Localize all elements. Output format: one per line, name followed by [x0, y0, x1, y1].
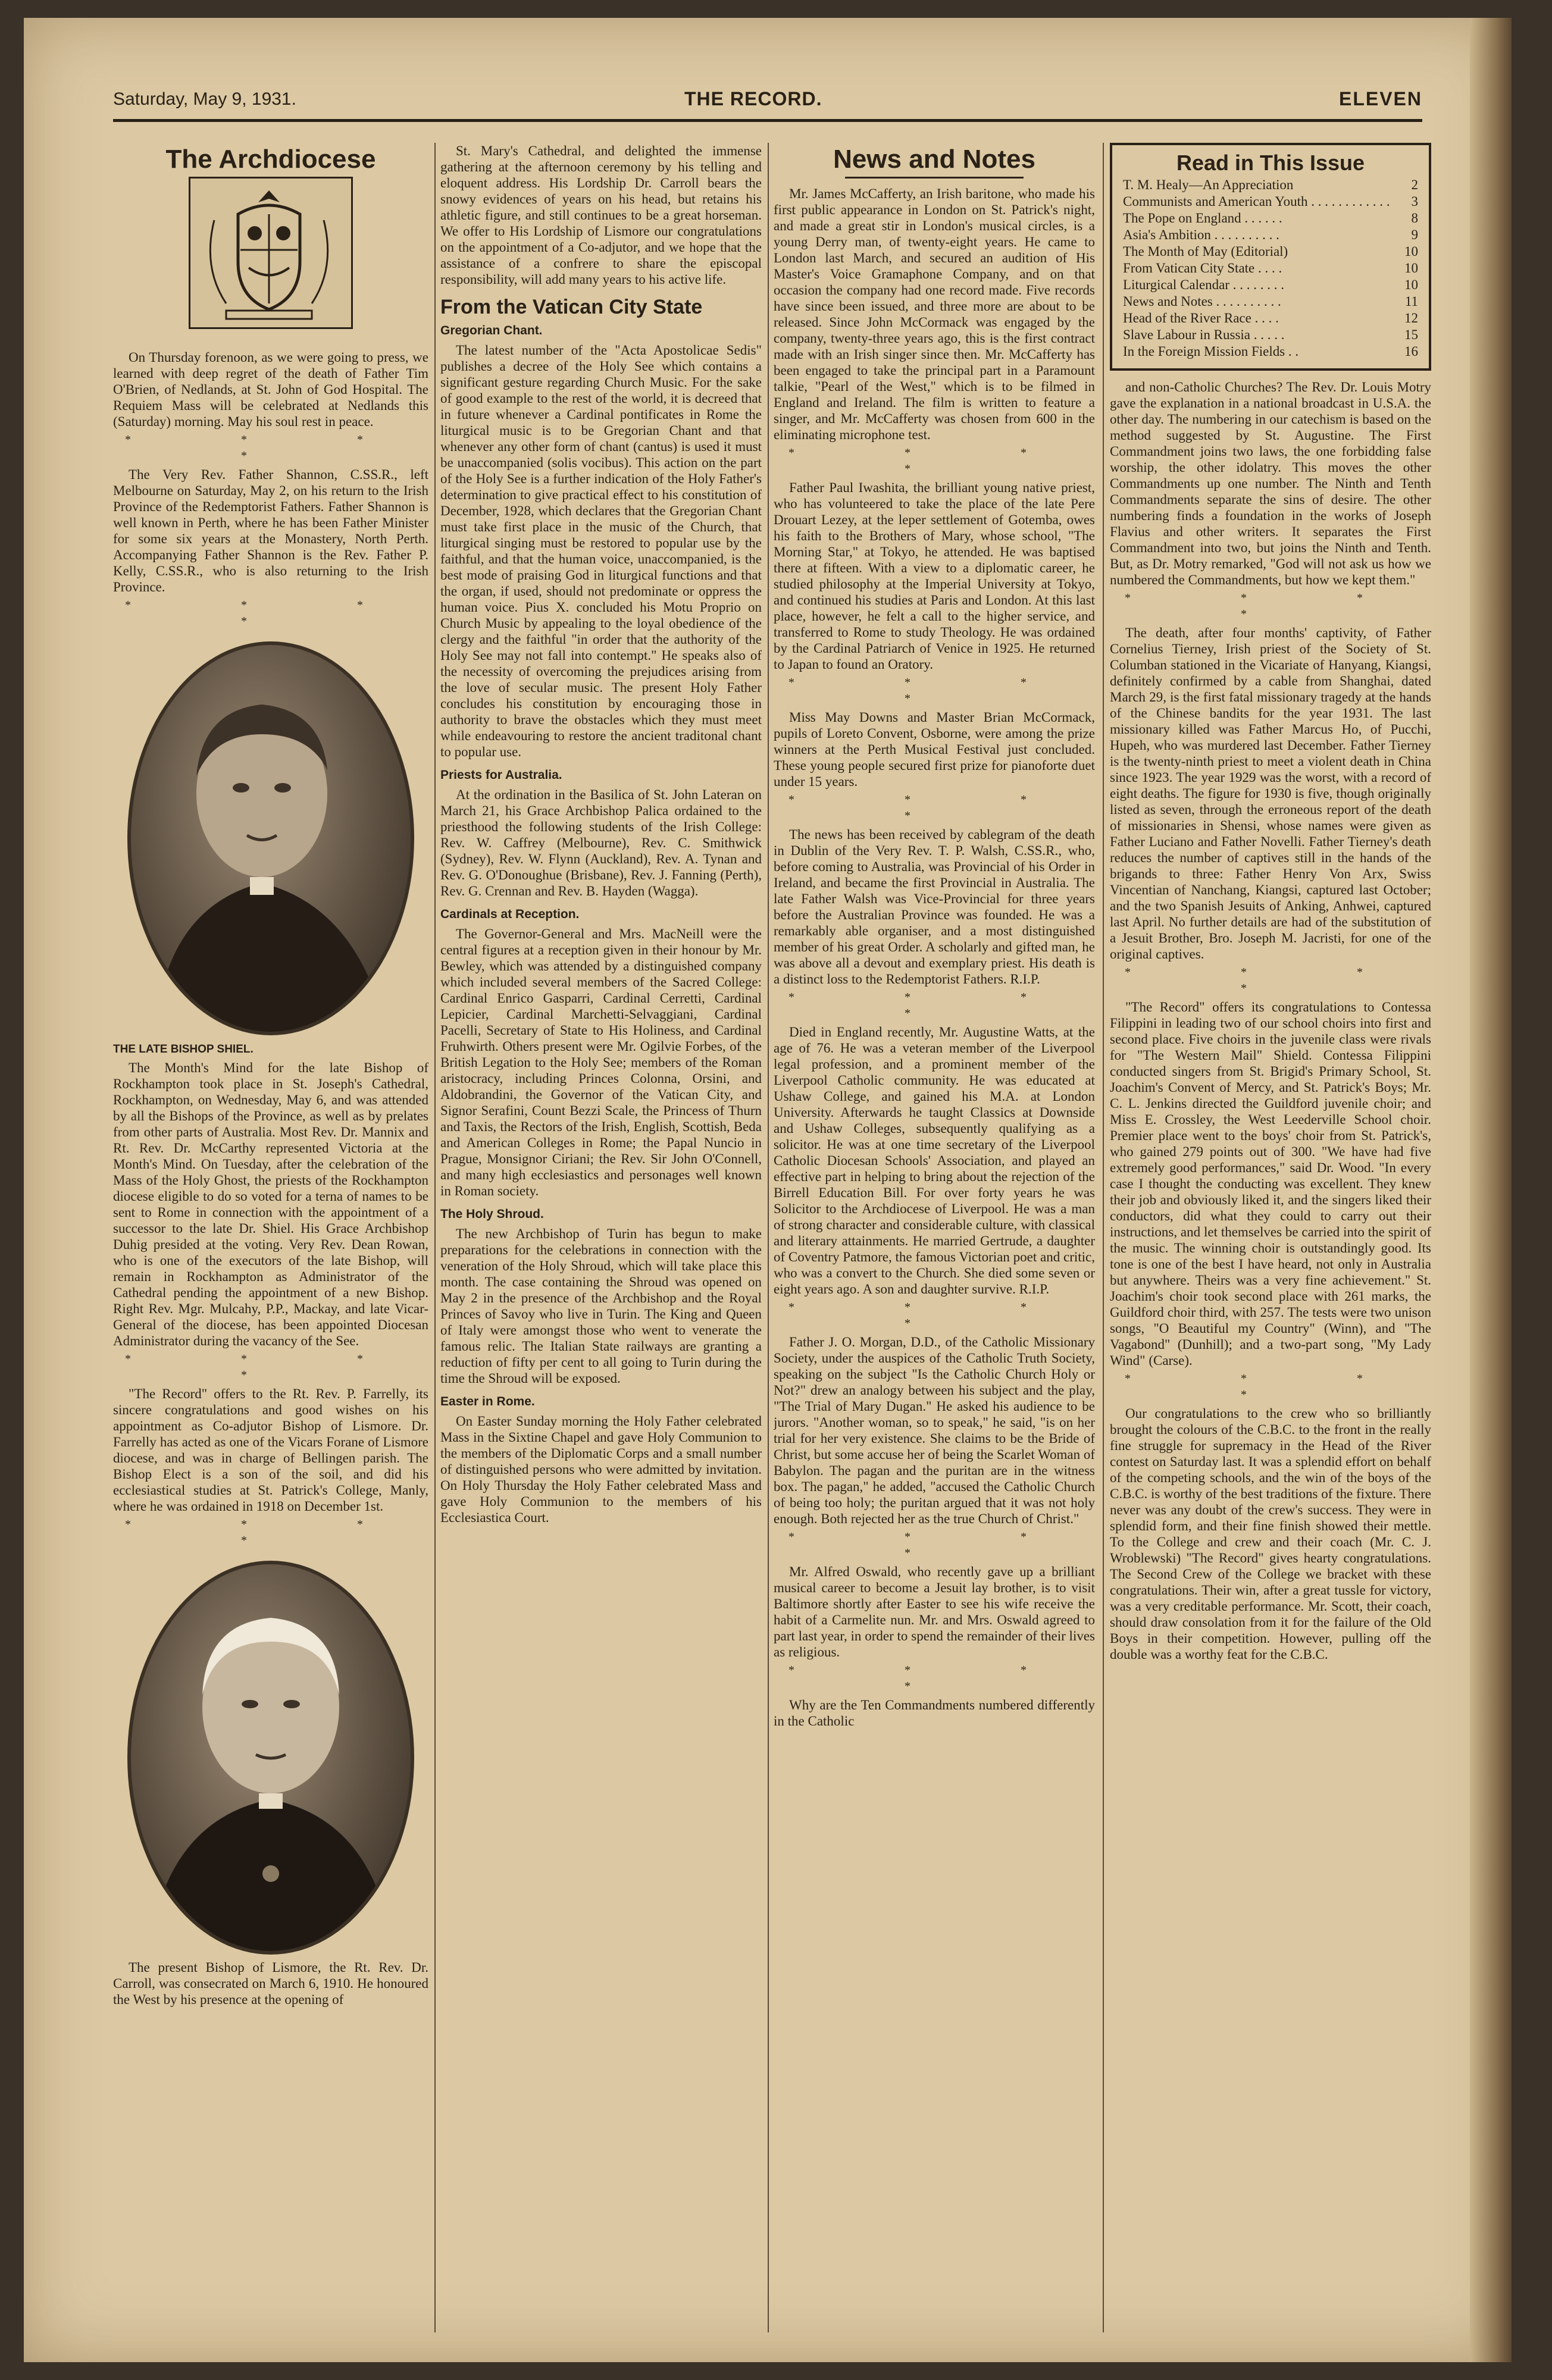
column-contents-and-notes	[1110, 143, 1431, 2332]
notes-para-3: "The Record" offers its congratulations to Contessa Filippini in leading two of our school choirs into first and second place. Five choirs in the juvenile class were rivals for "The Western Mail" Shield. Contessa Filippini conducted singers from St. Brigid's Primary School, St. Joachim's Convent of Mercy, and St. Patrick's Boys; Mr. C. L. Jenkins directed the Guildford juvenile choir; and Miss E. Crossley, the West Leederville School choir. Premier place went to the boys' choir from St. Patrick's, who gained 279 points out of 300. "We have had five extremely good performances," said Dr. Wood. "In every case I thought the conducting was excellent. They knew their job and obviously liked it, and the singers liked their conductors, did what they could to carry out their instructions, and let themselves be carried into the spirit of the music. The winning choir is outstandingly good. Its tone is one of the best I have heard, not only in Australia but anywhere. Theirs was a very fine achievement." St. Joachim's choir took second place with 261 marks, the Guildford choir third, with 257. The tests were two unison songs, "O Beautiful my Country" (Winn), and "The Vagabond" (Dunhill); and a two-part song, "My Lady Wind" (Carse).	[1110, 1000, 1431, 1368]
vatican-para-easter: On Easter Sunday morning the Holy Father celebrated Mass in the Sixtine Chapel and gave Holy Communion to the members of the Diplomatic Corps and a small number of distinguished persons who were admitted by invitation. On Holy Thursday the Holy Father celebrated Mass and gave Holy Communion to the members of his Ecclesiastica Court.	[440, 1414, 762, 1525]
column-vatican	[440, 143, 762, 2332]
read-in-this-issue-box	[1110, 143, 1431, 371]
subhead-holy-shroud: The Holy Shroud.	[440, 1207, 544, 1221]
column-news-notes	[774, 143, 1095, 2332]
vatican-para-priests: At the ordination in the Basilica of St. John Lateran on March 21, his Grace Archbishop Palica ordained to the priesthood the following students of the Irish College: Rev. W. Caffrey (Melbourne), Rev. C. Smithwick (Sydney), Rev. W. Flynn (Auckland), Rev. A. Tynan and Rev. G. O'Donoughue (Brisbane), Rev. J. Fanning (Perth), Rev. G. Crennan and Rev. B. Hayden (Wagga).	[440, 787, 762, 898]
contents-item-page: 16	[1404, 344, 1418, 359]
news-para-4: The news has been received by cablegram of the death in Dublin of the Very Rev. T. P. Walsh, C.SS.R., who, before coming to Australia, was Provincial of his Order in Ireland, and became the first Provincial in Australia. The late Father Walsh was Vice-Provincial for three years before the Australian Province was founded. He was a remarkably able organiser, and a most distinguished member of his great Order. A scholarly and gifted man, he was above all a devout and exemplary priest. His death is a distinct loss to the Redemptorist Fathers. R.I.P.	[774, 827, 1095, 987]
column-divider	[434, 143, 436, 2332]
newspaper-page	[24, 18, 1512, 2362]
vatican-para-cardinals: The Governor-General and Mrs. MacNeill were the central figures at a reception given in their honour by Mr. Bewley, which was attended by a distinguished company which included several members of the Sacred College: Cardinal Enrico Gasparri, Cardinal Cerretti, Cardinal Lepicier, Cardinal Marchetti-Selvaggiani, Cardinal Pacelli, Secretary of State to His Holiness, and Cardinal Fruhwirth. Others present were Mr. Ogilvie Forbes, of the British Legation to the Holy See; members of the Roman aristocracy, including Princes Colonna, Orsini, and Aldobrandini, the Governor of the Vatican City, and Signor Serafini, Count Bezzi Scale, the Princess of Thurn and Taxis, the Rectors of the Irish, English, Scottish, Beda and American Colleges in Rome; the Papal Nuncio in Prague, Monsignor Ciriani; the Rev. Sir John O'Connell, and many high ecclesiastics and personages well known in Roman society.	[440, 926, 762, 1198]
contents-item	[1123, 277, 1418, 293]
contents-item-page: 11	[1404, 294, 1418, 309]
contents-item-label: In the Foreign Mission Fields . .	[1123, 344, 1299, 359]
section-separator: * * * *	[125, 433, 417, 462]
section-separator: * * * *	[125, 1352, 417, 1382]
contents-item-label: The Month of May (Editorial)	[1123, 244, 1288, 259]
contents-item	[1123, 327, 1418, 343]
news-para-6: Father J. O. Morgan, D.D., of the Catholic Missionary Society, under the auspices of the Catholic Truth Society, speaking on the subject "Is the Catholic Church Holy or Not?" drew an analogy between his subject and the play, "The Trial of Mary Dugan." He asked his audience to be jurors. "Another woman, so to speak," he said, "is on her trial for her very existence. She claims to be the Bride of Christ, but some accuse her of being the Scarlet Woman of Babylon. The pagan and the puritan are in the witness box. The pagan," he added, "accused the Catholic Church of being too holy; the puritan argued that it was not holy enough. Both rejected her as the true Church of Christ."	[774, 1335, 1095, 1526]
binding-spine	[1470, 18, 1512, 2362]
section-separator: * * * *	[788, 991, 1080, 1020]
vatican-para-shroud: The new Archbishop of Turin has begun to make preparations for the celebrations in connection with the veneration of the Holy Shroud, which will take place this month. The case containing the Shroud was opened on May 2 in the presence of the Archbishop and the Royal Princes of Savoy who live in Turin. The King and Queen of Italy were amongst those who went to venerate the famous relic. The Italian State railways are granting a reduction of fifty per cent to all going to Turin during the time the Shroud will be exposed.	[440, 1226, 762, 1386]
contents-item-label: Communists and American Youth . . . . . . . . . . . .	[1123, 194, 1390, 209]
contents-item-label: Liturgical Calendar . . . . . . . .	[1123, 277, 1285, 292]
section-separator: * * * *	[788, 446, 1080, 475]
news-para-7: Mr. Alfred Oswald, who recently gave up a brilliant musical career to become a Jesuit lay brother, is to visit Baltimore shortly after Easter to see his wife receive the habit of a Carmelite nun. Mr. and Mrs. Oswald agreed to part last year, in order to spend the remainder of their lives as religious.	[774, 1564, 1095, 1659]
column-divider	[1103, 143, 1104, 2332]
contents-item-page: 12	[1404, 311, 1418, 325]
section-separator: * * * *	[1125, 966, 1416, 995]
bishop-carroll-portrait	[127, 1561, 414, 1955]
section-separator: * * * *	[125, 1518, 417, 1547]
contents-item-page: 10	[1404, 261, 1418, 275]
archdiocese-para-2: The Very Rev. Father Shannon, C.SS.R., left Melbourne on Saturday, May 2, on his return to the Irish Province of the Redemptorist Fathers. Father Shannon is well known in Perth, where he has been Father Minister for some six years at the Monastery, North Perth. Accompanying Father Shannon is the Rev. Father P. Kelly, C.SS.R., who is also returning to the Irish Province.	[113, 467, 428, 594]
contents-item-label: Asia's Ambition . . . . . . . . . .	[1123, 227, 1279, 242]
masthead-date: Saturday, May 9, 1931.	[113, 89, 296, 109]
contents-item-label: The Pope on England . . . . . .	[1123, 211, 1282, 226]
masthead-page-number: ELEVEN	[1338, 88, 1422, 109]
contents-box-title: Read in This Issue	[1176, 151, 1365, 175]
masthead	[113, 83, 1422, 122]
heading-rule	[845, 177, 1024, 178]
contents-item	[1123, 227, 1418, 243]
news-para-5: Died in England recently, Mr. Augustine Watts, at the age of 76. He was a veteran member of the Liverpool legal profession, and a prominent member of the Liverpool Catholic community. He was educated at Ushaw College, and gained his M.A. at London University. Afterwards he taught Classics at Downside and Ushaw Colleges, subsequently qualifying as a solicitor. He was at one time secretary of the Liverpool Catholic Diocesan Schools' Association, and played an effective part in helping to bring about the rejection of the Birrell Education Bill. For over forty years he was Solicitor to the Archdiocese of Liverpool. He was a man of strong character and considerable culture, with classical and literary attainments. He married Gertrude, a daughter of Coventry Patmore, the famous Victorian poet and critic, who was a convert to the Church. She died some seven or eight years ago. A son and daughter survive. R.I.P.	[774, 1025, 1095, 1297]
contents-item	[1123, 310, 1418, 327]
contents-item-page: 3	[1411, 194, 1418, 209]
contents-item	[1123, 177, 1418, 193]
subhead-cardinals-reception: Cardinals at Reception.	[440, 907, 580, 921]
section-separator: * * * *	[788, 793, 1080, 822]
vatican-heading: From the Vatican City State	[440, 296, 703, 318]
notes-para-4: Our congratulations to the crew who so brilliantly brought the colours of the C.B.C. to the front in the really fine struggle for supremacy in the Head of the River contest on Saturday last. It was a splendid effort on behalf of the competing schools, and the win of the boys of the C.B.C. is worthy of the best traditions of the fixture. There never was any doubt of the crew's success. They were in splendid form, and their fine finish showed their mettle. To the College and crew and their coach (Mr. C. J. Wroblewski) "The Record" gives hearty congratulations. The Second Crew of the College we bracket with these congratulations. Their win, after a great tussle for victory, was a very creditable performance. Mr. Scott, their coach, should draw consolation from it for the failure of the Old Boys in their competition. However, pulling off the double was a worthy feat for the C.B.C.	[1110, 1406, 1431, 1662]
contents-item-label: Head of the River Race . . . .	[1123, 311, 1279, 325]
contents-item	[1123, 260, 1418, 277]
news-para-2: Father Paul Iwashita, the brilliant young native priest, who has volunteered to take the place of the late Pere Drouart Lezey, at the leper settlement of Gotemba, owes his faith to the Brothers of Mary, whose school, "The Morning Star," at Tokyo, he attended. He was baptised there at fifteen. With a view to a diplomatic career, he studied philosophy at the Imperial University at Tokyo, and continued his studies at Paris and London. At this last place, however, he felt a call to the higher service, and transferred to Rome to study Theology. He was ordained by the Cardinal Patriarch of Venice in 1925. He returned to Japan to found an Oratory.	[774, 480, 1095, 672]
section-separator: * * * *	[1125, 591, 1416, 621]
contents-item-label: Slave Labour in Russia . . . . .	[1123, 327, 1285, 342]
contents-item-page: 10	[1404, 277, 1418, 292]
contents-item-page: 8	[1411, 211, 1418, 226]
contents-item-page: 2	[1411, 177, 1418, 192]
section-separator: * * * *	[788, 1664, 1080, 1693]
contents-item-label: News and Notes . . . . . . . . . .	[1123, 294, 1281, 309]
contents-item	[1123, 210, 1418, 227]
notes-para-2: The death, after four months' captivity, of Father Cornelius Tierney, Irish priest of the Society of St. Columban stationed in the Vicariate of Hanyang, Kiangsi, definitely confirmed by a cable from Shanghai, dated March 29, is the first fatal missionary tragedy at the hands of the Chinese bandits for the year 1931. The last missionary killed was Father Marcus Ho, of Pucchi, Hupeh, who was murdered last December. Father Tierney is the twenty-ninth priest to meet a violent death in China since 1923. The year 1929 was the worst, with a record of eight deaths. The figure for 1930 is five, though originally listed as seven, through the erroneous report of the death of missionaries in Shensi, whose names were given as Father Luciano and Father Novelli. Father Tierney's death reduces the number of captives still in the hands of the brigands to three: Father Henry Von Arx, Swiss Vincentian of Nanchang, Kiangsi, captured last October; and the two Spanish Jesuits of Anking, Anhwei, captured last April. No further details are had of the substitution of a Jesuit Brother, Bro. Joseph M. Jacristi, for one of the original captives.	[1110, 625, 1431, 962]
news-para-1: Mr. James McCafferty, an Irish baritone, who made his first public appearance in London on St. Patrick's night, and made a great stir in London's musical circles, is a young Derry man, of twenty-eight years. He came to London last March, and secured an audition of His Master's Voice Gramaphone Company, and on that occasion the company had one record made. Five records have since been issued, and three more are about to be released. Since John McCormack was engaged by the company, twenty-three years ago, this is the first contract made with an Irish singer since then. Mr. McCafferty has been engaged to take the principal part in a Paramount talkie, "Pearl of the West," which is to be filmed in England and Ireland. The film is written to feature a singer, and Mr. McCafferty was chosen from 600 in the eliminating microphone test.	[774, 186, 1095, 442]
subhead-easter-rome: Easter in Rome.	[440, 1395, 535, 1408]
contents-item-page: 15	[1404, 327, 1418, 342]
news-notes-heading: News and Notes	[833, 145, 1035, 174]
archdiocese-para-5: The present Bishop of Lismore, the Rt. Rev. Dr. Carroll, was consecrated on March 6, 1910. He honoured the West by his presence at the opening of	[113, 1960, 428, 2007]
contents-item-page: 10	[1404, 244, 1418, 259]
contents-item-label: From Vatican City State . . . .	[1123, 261, 1282, 275]
archdiocese-heading: The Archdiocese	[165, 145, 376, 174]
section-separator: * * * *	[1125, 1372, 1416, 1401]
news-para-8: Why are the Ten Commandments numbered differently in the Catholic	[774, 1698, 1095, 1728]
contents-item-label: T. M. Healy—An Appreciation	[1123, 177, 1294, 192]
vatican-continued-para: St. Mary's Cathedral, and delighted the immense gathering at the afternoon ceremony by his telling and eloquent address. His Lordship Dr. Carroll bears the snowy evidences of years on his head, but retains his athletic figure, and still continues to be a great horseman. We offer to His Lordship of Lismore our congratulations on the appointment of a Co-adjutor, and we hope that the assistance of a confrere to share the episcopal responsibility, will add many years to his active life.	[440, 143, 762, 287]
notes-para-1: and non-Catholic Churches? The Rev. Dr. Louis Motry gave the explanation in a national broadcast in U.S.A. the other day. The numbering in our catechism is based on the method suggested by St. Augustine. The First Commandment joins two laws, the one forbidding false worship, the other idolatry. This moves the other Commandments up one number. The Ninth and Tenth Commandments separate the sins of desire. The other numbering finds a foundation in the works of Joseph Flavius and other writers. It separates the First Commandment into two, but joins the Ninth and Tenth. But, as Dr. Motry remarked, "God will not ask us how we numbered the Commandments, but how we kept them."	[1110, 380, 1431, 587]
bishop-shiel-portrait	[127, 641, 414, 1035]
subhead-gregorian-chant: Gregorian Chant.	[440, 324, 543, 337]
news-para-3: Miss May Downs and Master Brian McCormack, pupils of Loreto Convent, Osborne, were among the prize winners at the Perth Musical Festival just concluded. These young people secured first prize for pianoforte duet under 15 years.	[774, 710, 1095, 789]
column-divider	[768, 143, 769, 2332]
contents-item	[1123, 193, 1418, 210]
section-separator: * * * *	[788, 1530, 1080, 1559]
contents-item	[1123, 343, 1418, 360]
contents-list	[1123, 177, 1418, 360]
contents-item-page: 9	[1411, 227, 1418, 242]
section-separator: * * * *	[788, 676, 1080, 705]
portrait-caption-bishop-shiel: THE LATE BISHOP SHIEL.	[113, 1043, 254, 1056]
contents-item	[1123, 293, 1418, 310]
archdiocese-para-4: "The Record" offers to the Rt. Rev. P. Farrelly, its sincere congratulations and good wishes on his appointment as Co-adjutor Bishop of Lismore. Dr. Farrelly has acted as one of the Vicars Forane of Lismore diocese, and was in charge of Bellingen parish. The Bishop Elect is a son of the soil, and did his ecclesiastical studies at St. Patrick's College, Manly, where he was ordained in 1918 on December 1st.	[113, 1386, 428, 1514]
subhead-priests-australia: Priests for Australia.	[440, 768, 562, 782]
vatican-para-gregorian: The latest number of the "Acta Apostolicae Sedis" publishes a decree of the Holy See which contains a significant gesture regarding Church Music. For the sake of good example to the rest of the world, it is decreed that in future whenever a Cardinal pontificates in Rome the liturgical music is to be Gregorian Chant and that whenever any other form of chant (cantus) is used it must be unaccompanied (solis vocibus). This action on the part of the Holy See is a further indication of the Holy Father's determination to give practical effect to his constitution of December, 1928, which declares that the Gregorian Chant must take first place in the music of the Church, that liturgical singing must be restored to popular use by the faithful, and that the human voice, unaccompanied, is the best mode of praising God in liturgical functions and that the organ, if used, should not predominate or oppress the human voice. Pius X. concluded his Motu Proprio on Church Music by appealing to the loyal obedience of the clergy and the faithful "in order that the authority of the Holy See may not fall into contempt." He speaks also of the necessity of overcoming the prejudices arising from the love of secular music. The present Holy Father concludes his constitution by encouraging those in authority to brave the obstacles which they must meet while endeavouring to restore the ancient traditonal chant to popular use.	[440, 343, 762, 759]
masthead-paper-title: THE RECORD.	[684, 88, 822, 109]
archdiocese-para-3: The Month's Mind for the late Bishop of Rockhampton took place in St. Joseph's Cathedral, Rockhampton, on Wednesday, May 6, and was attended by all the Bishops of the Province, as well as by prelates from other parts of Australia. Most Rev. Dr. Mannix and Rt. Rev. Dr. McCarthy represented Victoria at the Month's Mind. On Tuesday, after the celebration of the Mass of the Holy Ghost, the priests of the Rockhampton diocese eligible to do so voted for a terna of names to be sent to Rome in connection with the appointment of a successor to the late Dr. Shiel. His Grace Archbishop Duhig presided at the voting. Very Rev. Dean Rowan, who is one of the executors of the late Bishop, will remain in Rockhampton as Administrator of the Cathedral pending the appointment of a new Bishop. Right Rev. Mgr. Mulcahy, P.P., Mackay, and late Vicar-General of the diocese, has been appointed Diocesan Administrator during the vacancy of the See.	[113, 1060, 428, 1348]
section-separator: * * * *	[125, 599, 417, 628]
archdiocese-para-1: On Thursday forenoon, as we were going to press, we learned with deep regret of the death of Father Tim O'Brien, of Nedlands, at St. John of God Hospital. The Requiem Mass will be celebrated at Nedlands this (Saturday) morning. May his soul rest in peace.	[113, 350, 428, 429]
column-archdiocese	[113, 143, 428, 2332]
section-separator: * * * *	[788, 1301, 1080, 1330]
contents-item	[1123, 243, 1418, 260]
coat-of-arms-icon	[189, 177, 353, 329]
